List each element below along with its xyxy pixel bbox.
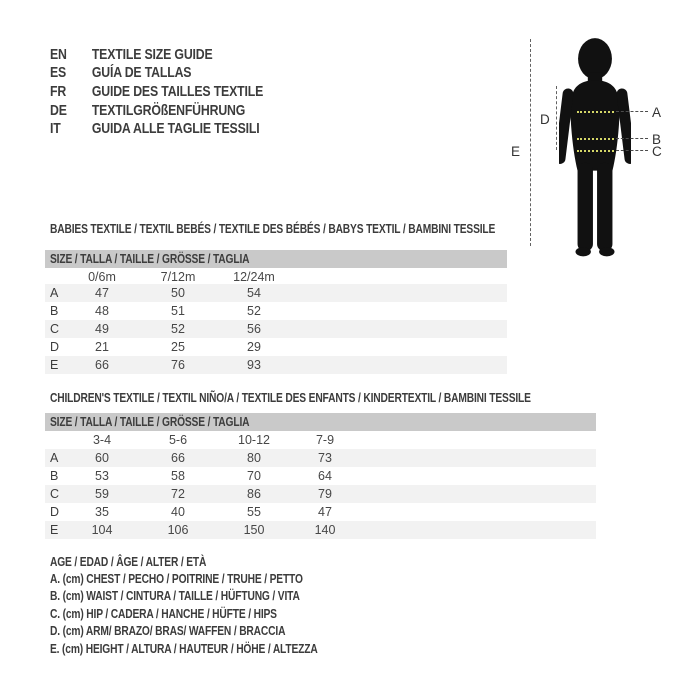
children-size-header-label: SIZE / TALLA / TAILLE / GRÖSSE / TAGLIA bbox=[50, 415, 250, 429]
babies-column-header-row bbox=[45, 269, 507, 284]
cell: 80 bbox=[247, 451, 261, 465]
arm-measure-line-d bbox=[556, 86, 557, 150]
children-table-row bbox=[45, 467, 596, 485]
language-code: IT bbox=[50, 120, 61, 138]
arm-label-d: D bbox=[540, 112, 550, 127]
cell: 53 bbox=[95, 469, 109, 483]
cell: 72 bbox=[171, 487, 185, 501]
cell: 55 bbox=[247, 505, 261, 519]
cell: 60 bbox=[95, 451, 109, 465]
cell: 79 bbox=[318, 487, 332, 501]
cell: 59 bbox=[95, 487, 109, 501]
row-label: D bbox=[50, 340, 60, 354]
babies-size-header-bar bbox=[45, 250, 507, 268]
row-label: B bbox=[50, 469, 59, 483]
language-title: TEXTILGRÖßENFÜHRUNG bbox=[91, 101, 246, 119]
row-label: D bbox=[50, 505, 60, 519]
legend-title: AGE / EDAD / ÂGE / ALTER / ETÀ bbox=[50, 554, 207, 569]
cell: 66 bbox=[171, 451, 185, 465]
cell: 29 bbox=[247, 340, 261, 354]
waist-leader-line bbox=[616, 138, 648, 139]
legend-item-waist: B. (cm) WAIST / CINTURA / TAILLE / HÜFTUNG / VITA bbox=[50, 589, 300, 604]
cell: 140 bbox=[314, 523, 336, 537]
language-code: FR bbox=[50, 82, 67, 100]
row-label: A bbox=[50, 286, 59, 300]
babies-table-row bbox=[45, 302, 507, 320]
language-title: GUIDA ALLE TAGLIE TESSILI bbox=[91, 120, 260, 138]
legend-item-height: E. (cm) HEIGHT / ALTURA / HAUTEUR / HÖHE / ALTEZZA bbox=[50, 641, 318, 656]
hip-leader-line bbox=[616, 150, 648, 151]
children-size-header-bar bbox=[45, 413, 596, 431]
babies-table-row bbox=[45, 320, 507, 338]
babies-column-header: 7/12m bbox=[160, 269, 196, 284]
height-measure-line-e bbox=[530, 39, 531, 246]
chest-dotted-line bbox=[577, 111, 614, 113]
row-label: B bbox=[50, 304, 59, 318]
cell: 64 bbox=[318, 469, 332, 483]
cell: 49 bbox=[95, 322, 109, 336]
cell: 76 bbox=[171, 358, 185, 372]
chest-leader-line bbox=[616, 111, 648, 112]
cell: 52 bbox=[247, 304, 261, 318]
height-label-e: E bbox=[511, 144, 521, 159]
children-column-header: 10-12 bbox=[238, 432, 270, 447]
children-column-header-row bbox=[45, 432, 596, 447]
cell: 56 bbox=[247, 322, 261, 336]
babies-table-row bbox=[45, 338, 507, 356]
legend-item-hip: C. (cm) HIP / CADERA / HANCHE / HÜFTE / HIPS bbox=[50, 606, 277, 621]
cell: 47 bbox=[95, 286, 109, 300]
cell: 106 bbox=[167, 523, 189, 537]
cell: 150 bbox=[243, 523, 265, 537]
legend-item-arm: D. (cm) ARM/ BRAZO/ BRAS/ WAFFEN / BRACCIA bbox=[50, 624, 286, 639]
waist-dotted-line bbox=[577, 138, 614, 140]
row-label: C bbox=[50, 322, 60, 336]
cell: 93 bbox=[247, 358, 261, 372]
babies-table-row bbox=[45, 284, 507, 302]
cell: 70 bbox=[247, 469, 261, 483]
babies-table-row bbox=[45, 356, 507, 374]
cell: 47 bbox=[318, 505, 332, 519]
children-table-row bbox=[45, 503, 596, 521]
legend-item-chest: A. (cm) CHEST / PECHO / POITRINE / TRUHE / PETTO bbox=[50, 572, 303, 587]
cell: 52 bbox=[171, 322, 185, 336]
children-section-title: CHILDREN'S TEXTILE / TEXTIL NIÑO/A / TEXTILE DES ENFANTS / KINDERTEXTIL / BAMBINI TESSILE bbox=[50, 391, 531, 405]
cell: 48 bbox=[95, 304, 109, 318]
cell: 21 bbox=[95, 340, 109, 354]
cell: 35 bbox=[95, 505, 109, 519]
babies-section-title: BABIES TEXTILE / TEXTIL BEBÉS / TEXTILE DES BÉBÉS / BABYS TEXTIL / BAMBINI TESSILE bbox=[50, 222, 496, 236]
waist-label-b: B bbox=[652, 132, 662, 147]
cell: 54 bbox=[247, 286, 261, 300]
children-table-row bbox=[45, 449, 596, 467]
row-label: E bbox=[50, 358, 59, 372]
children-column-header: 7-9 bbox=[315, 432, 335, 447]
row-label: E bbox=[50, 523, 59, 537]
cell: 58 bbox=[171, 469, 185, 483]
cell: 25 bbox=[171, 340, 185, 354]
hip-dotted-line bbox=[577, 150, 614, 152]
cell: 86 bbox=[247, 487, 261, 501]
cell: 40 bbox=[171, 505, 185, 519]
cell: 50 bbox=[171, 286, 185, 300]
language-title: TEXTILE SIZE GUIDE bbox=[91, 45, 213, 63]
language-title: GUÍA DE TALLAS bbox=[91, 64, 192, 82]
cell: 104 bbox=[91, 523, 113, 537]
cell: 51 bbox=[171, 304, 185, 318]
language-title: GUIDE DES TAILLES TEXTILE bbox=[91, 82, 264, 100]
children-table-row bbox=[45, 485, 596, 503]
hip-label-c: C bbox=[652, 144, 662, 159]
language-code: EN bbox=[50, 45, 67, 63]
babies-column-header: 12/24m bbox=[233, 269, 275, 284]
babies-size-header-label: SIZE / TALLA / TAILLE / GRÖSSE / TAGLIA bbox=[50, 252, 250, 266]
row-label: C bbox=[50, 487, 60, 501]
measurement-legend bbox=[50, 553, 376, 657]
children-column-header: 3-4 bbox=[92, 432, 112, 447]
babies-column-header: 0/6m bbox=[88, 269, 116, 284]
language-code: ES bbox=[50, 64, 67, 82]
children-table-row bbox=[45, 521, 596, 539]
language-code: DE bbox=[50, 101, 67, 119]
children-column-header: 5-6 bbox=[168, 432, 188, 447]
row-label: A bbox=[50, 451, 59, 465]
chest-label-a: A bbox=[652, 105, 662, 120]
cell: 73 bbox=[318, 451, 332, 465]
cell: 66 bbox=[95, 358, 109, 372]
